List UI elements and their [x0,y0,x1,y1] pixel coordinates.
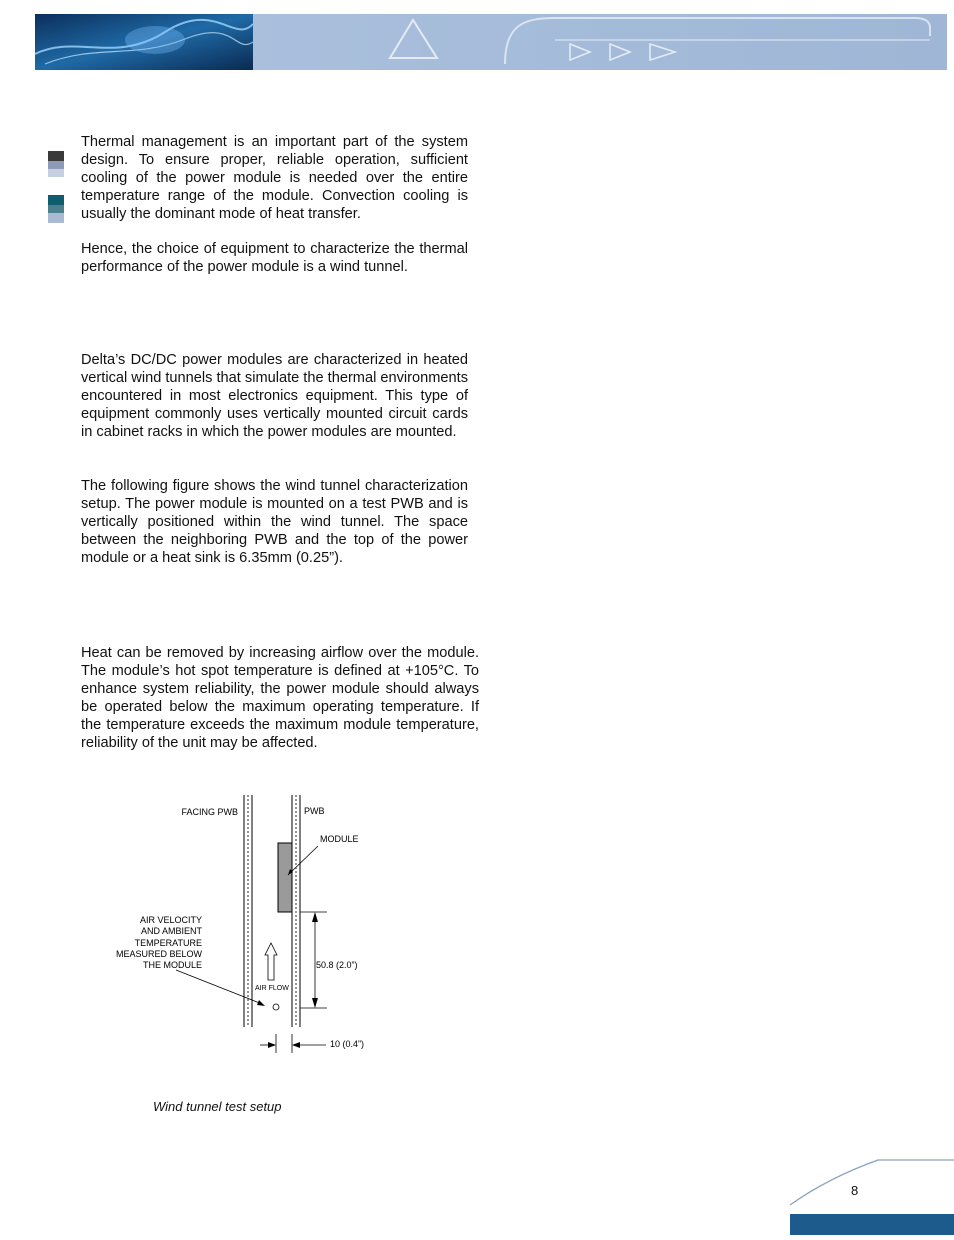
paragraph-wind-tunnel-choice: Hence, the choice of equipment to characterize the thermal performance of the power module is a wind tunnel. [81,241,468,275]
section-marker [48,195,64,223]
paragraph-heat-removal: Heat can be removed by increasing airflow over the module. The module’s hot spot temperature is defined at +105°C. To enhance system reliability, the power module should always be operated below the maximum operating temperature. If the temperature exceeds the maximum module temperature, reliability of the unit may be affected. [81,645,479,751]
paragraph-thermal-management: Thermal management is an important part of the system design. To ensure proper, reliable operation, sufficient cooling of the power module is needed over the entire temperature range of the module. Convection cooling is usually the dominant mode of heat transfer. [81,134,468,222]
page-corner-decoration [788,1158,954,1235]
measure-label-line: THE MODULE [142,960,202,970]
pwb-board [292,795,300,1027]
module-block [278,843,292,912]
height-dimension-label: 50.8 (2.0”) [316,960,358,970]
air-flow-label: AIR FLOW [255,985,289,992]
air-flow-arrow-icon [265,943,277,980]
page-number: 8 [851,1183,859,1198]
measure-label-line: AIR VELOCITY [139,915,202,925]
measurement-point [273,1004,279,1010]
measure-label-line: AND AMBIENT [140,926,202,936]
header-banner-graphic [35,14,947,70]
section-marker [48,151,64,177]
measure-label-line: TEMPERATURE [134,938,202,948]
measure-label-line: MEASURED BELOW [115,949,202,959]
module-label: MODULE [320,834,359,844]
gap-dimension [260,1034,326,1053]
facing-pwb-board [244,795,252,1027]
measurement-pointer [176,970,262,1004]
gap-dimension-label: 10 (0.4”) [330,1039,365,1049]
facing-pwb-label: FACING PWB [181,807,238,817]
pwb-label: PWB [304,806,325,816]
paragraph-delta-modules: Delta’s DC/DC power modules are characterized in heated vertical wind tunnels that simulate the thermal environments encountered in most electronics equipment. This type of equipment commonly uses vertically mounted circuit cards in cabinet racks in which the power modules are mounted. [81,352,468,440]
paragraph-figure-intro: The following figure shows the wind tunnel characterization setup. The power module is mounted on a test PWB and is vertically positioned within the wind tunnel. The space between the neighboring PWB and the top of the power module or a heat sink is 6.35mm (0.25”). [81,478,468,566]
header-banner [35,14,947,70]
figure-caption: Wind tunnel test setup [153,1099,282,1114]
wind-tunnel-diagram [100,790,430,1065]
